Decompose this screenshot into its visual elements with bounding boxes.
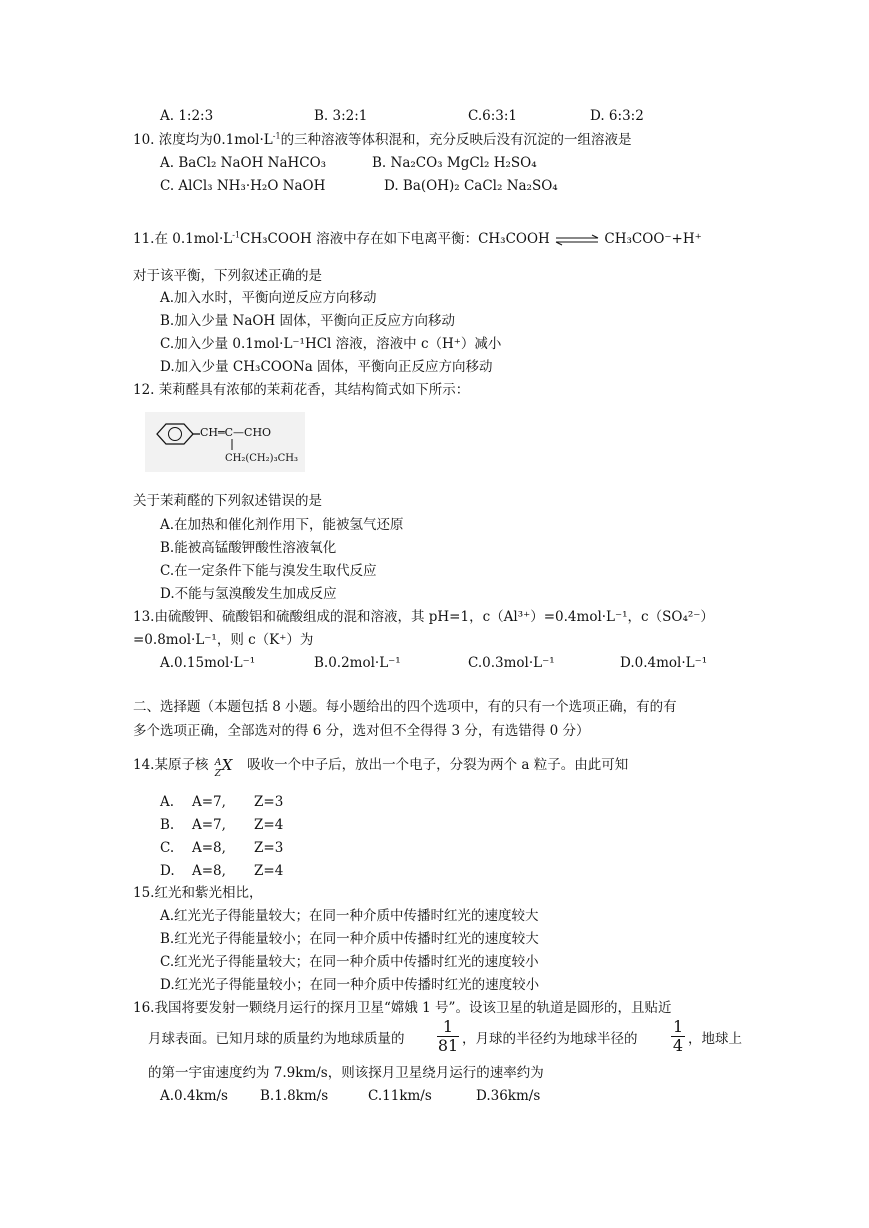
- q14-stem-a: 14.某原子核: [133, 757, 209, 773]
- q11-option-d: D.加入少量 CH₃COONa 固体，平衡向正反应方向移动: [160, 359, 493, 375]
- q14-stem-b: 吸收一个中子后，放出一个电子，分裂为两个 a 粒子。由此可知: [247, 757, 629, 773]
- q11-stem: [133, 229, 702, 249]
- q12-intro: 关于茉莉醛的下列叙述错误的是: [133, 493, 322, 509]
- q11-stem-sup: -1: [232, 230, 241, 240]
- q9-option-b: B. 3:2:1: [314, 108, 368, 124]
- q11-intro: 对于该平衡，下列叙述正确的是: [133, 268, 322, 284]
- q9-option-d: D. 6:3:2: [590, 108, 644, 124]
- q16-option-b: B.1.8km/s: [260, 1088, 329, 1104]
- q14-stem: [133, 755, 629, 779]
- q16-line1: 16.我国将要发射一颗绕月运行的探月卫星“嫦娥 1 号”。设该卫星的轨道是圆形的，且贴近: [133, 1000, 672, 1016]
- q12-option-c: C.在一定条件下能与溴发生取代反应: [160, 563, 377, 579]
- fraction-one-eighty-first: [437, 1018, 459, 1055]
- molecule-structure-figure: [145, 412, 305, 472]
- q10-option-d: D. Ba(OH)₂ CaCl₂ Na₂SO₄: [384, 178, 558, 194]
- q9-option-a: A. 1:2:3: [160, 108, 214, 124]
- nuclide-atomic-number: Z: [214, 769, 222, 779]
- q12-option-b: B.能被高锰酸钾酸性溶液氧化: [160, 540, 337, 556]
- q16-option-c: C.11km/s: [368, 1088, 432, 1104]
- q16-line3: 的第一宇宙速度约为 7.9km/s，则该探月卫星绕月运行的速率约为: [148, 1065, 544, 1081]
- q10-stem-b: 的三种溶液等体积混和，充分反映后没有沉淀的一组溶液是: [280, 132, 632, 148]
- section2-heading-line2: 多个选项正确，全部选对的得 6 分，选对但不全得得 3 分，有选错得 0 分）: [133, 723, 590, 739]
- q10-option-b: B. Na₂CO₃ MgCl₂ H₂SO₄: [372, 155, 537, 171]
- molecule-chain-top: CH═C—CHO: [200, 426, 272, 439]
- q11-option-a: A.加入水时，平衡向逆反应方向移动: [160, 290, 377, 306]
- q13-option-a: A.0.15mol·L⁻¹: [160, 655, 256, 671]
- equilibrium-arrow-icon: [554, 234, 600, 246]
- q9-option-c: C.6:3:1: [468, 108, 518, 124]
- q15-option-a: A.红光光子得能量较大；在同一种介质中传播时红光的速度较大: [160, 908, 539, 924]
- q15-stem: 15.红光和紫光相比，: [133, 885, 263, 901]
- q16-option-a: A.0.4km/s: [160, 1088, 228, 1104]
- fraction2-denominator: 4: [672, 1036, 684, 1055]
- nuclide-mass-number: A: [214, 758, 222, 768]
- q11-option-b: B.加入少量 NaOH 固体，平衡向正反应方向移动: [160, 313, 455, 329]
- q10-stem-sup: -1: [272, 131, 281, 141]
- fraction-one-fourth: [671, 1018, 685, 1055]
- fraction2-numerator: 1: [673, 1017, 684, 1036]
- nuclide-element: X: [221, 756, 233, 774]
- q16-line2c: ，地球上: [688, 1031, 742, 1047]
- q13-option-c: C.0.3mol·L⁻¹: [468, 655, 555, 671]
- q10-stem-a: 浓度均为0.1mol·L: [158, 132, 273, 148]
- q10-option-c: C. AlCl₃ NH₃·H₂O NaOH: [160, 178, 326, 194]
- q10-option-a: A. BaCl₂ NaOH NaHCO₃: [160, 155, 327, 171]
- q16-line2b: ，月球的半径约为地球半径的: [462, 1031, 638, 1047]
- q13-option-d: D.0.4mol·L⁻¹: [620, 655, 708, 671]
- q11-stem-left: 11.在 0.1mol·L: [133, 231, 233, 247]
- q11-stem-mid: CH₃COOH 溶液中存在如下电离平衡：CH₃COOH: [240, 231, 550, 247]
- q16-option-d: D.36km/s: [476, 1088, 541, 1104]
- molecule-chain-bottom: CH₂(CH₂)₃CH₃: [225, 453, 298, 464]
- q16-line2a: 月球表面。已知月球的质量约为地球质量的: [148, 1031, 405, 1047]
- q11-option-c: C.加入少量 0.1mol·L⁻¹HCl 溶液，溶液中 c（H⁺）减小: [160, 336, 502, 352]
- q13-line2: =0.8mol·L⁻¹，则 c（K⁺）为: [133, 632, 314, 648]
- q10-number: 10.: [133, 132, 155, 148]
- nuclide-symbol: [213, 755, 235, 779]
- q15-option-c: C.红光光子得能量较大；在同一种介质中传播时红光的速度较小: [160, 954, 539, 970]
- q12-option-a: A.在加热和催化剂作用下，能被氢气还原: [160, 517, 404, 533]
- fraction1-numerator: 1: [437, 1018, 459, 1037]
- q12-stem: 12. 茉莉醛具有浓郁的茉莉花香，其结构简式如下所示：: [133, 382, 470, 398]
- q12-option-d: D.不能与氢溴酸发生加成反应: [160, 586, 337, 602]
- q15-option-d: D.红光光子得能量较小；在同一种介质中传播时红光的速度较小: [160, 977, 540, 993]
- q10-stem: [133, 130, 632, 150]
- q13-line1: 13.由硫酸钾、硫酸铝和硫酸组成的混和溶液，其 pH=1，c（Al³⁺）=0.4mol·L⁻¹，c（SO₄²⁻）: [133, 609, 714, 625]
- section2-heading-line1: 二、选择题（本题包括 8 小题。每小题给出的四个选项中，有的只有一个选项正确，有的有: [133, 699, 677, 715]
- q13-option-b: B.0.2mol·L⁻¹: [314, 655, 401, 671]
- fraction1-denominator: 81: [437, 1036, 459, 1055]
- q11-stem-right: CH₃COO⁻+H⁺: [604, 231, 702, 247]
- q15-option-b: B.红光光子得能量较小；在同一种介质中传播时红光的速度较大: [160, 931, 539, 947]
